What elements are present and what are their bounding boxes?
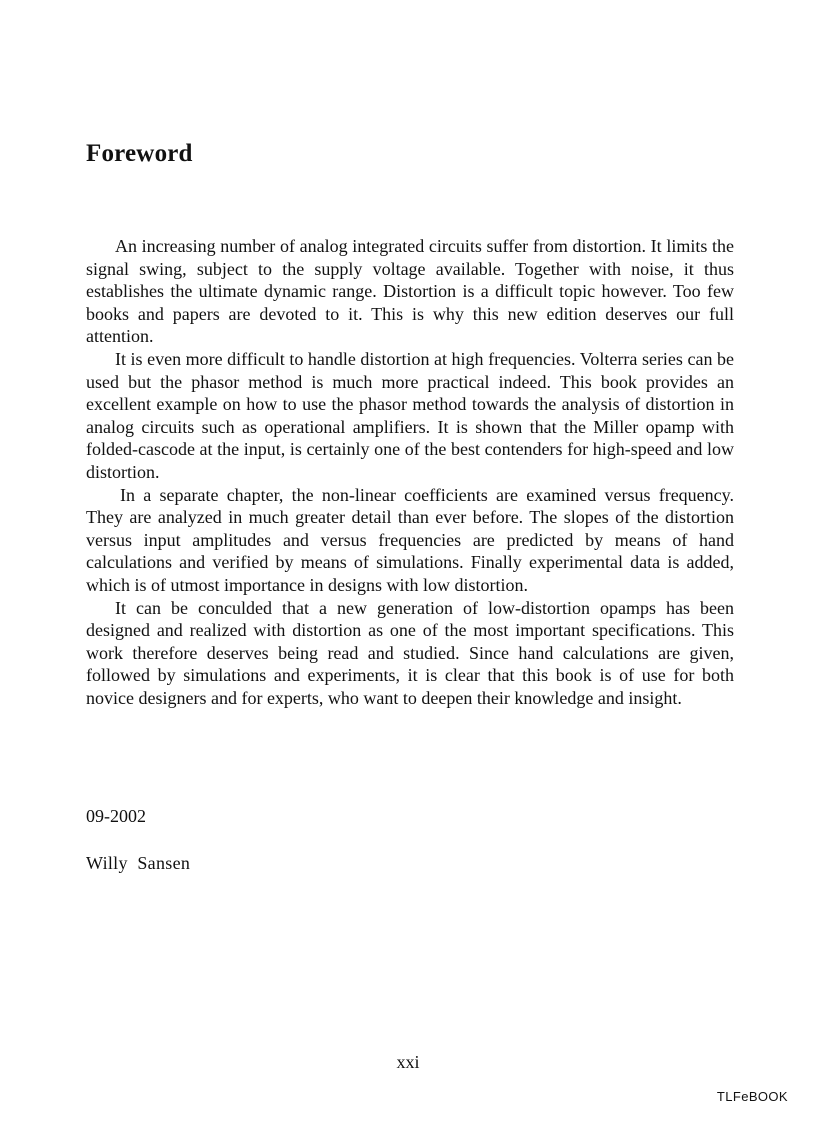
- date: 09-2002: [86, 806, 146, 826]
- paragraph: In a separate chapter, the non-linear coefficients are examined versus frequency. They are analyzed in much greater detail than ever before. The slopes of the distortion versus input amplitudes and versus frequencies are predicted by means of hand calculations and verified by means of simulations. Finally experimental data is added, which is of utmost importance in designs with low distortion.: [86, 484, 734, 595]
- page-title: Foreword: [86, 140, 193, 167]
- page-number: xxi: [396, 1052, 420, 1072]
- author-signature: Willy Sansen: [86, 853, 191, 873]
- paragraph: It can be conculded that a new generation of low-distortion opamps has been designed and realized with distortion as one of the most important specifications. This work therefore deserves being read and studied. Since hand calculations are given, followed by simulations and experiments, it is clear that this book is of use for both novice designers and for experts, who want to deepen their knowledge and insight.: [86, 597, 734, 708]
- paragraph: It is even more difficult to handle distortion at high frequencies. Volterra series can be used but the phasor method is much more practical indeed. This book provides an excellent example on how to use the phasor method towards the analysis of distortion in analog circuits such as operational amplifiers. It is shown that the Miller opamp with folded-cascode at the input, is certainly one of the best contenders for high-speed and low distortion.: [86, 348, 734, 482]
- foreword-body: [86, 235, 734, 709]
- paragraph: An increasing number of analog integrated circuits suffer from distortion. It limits the signal swing, subject to the supply voltage available. Together with noise, it thus establishes the ultimate dynamic range. Distortion is a difficult topic however. Too few books and papers are devoted to it. This is why this new edition deserves our full attention.: [86, 236, 734, 347]
- watermark: TLFeBOOK: [716, 1089, 788, 1104]
